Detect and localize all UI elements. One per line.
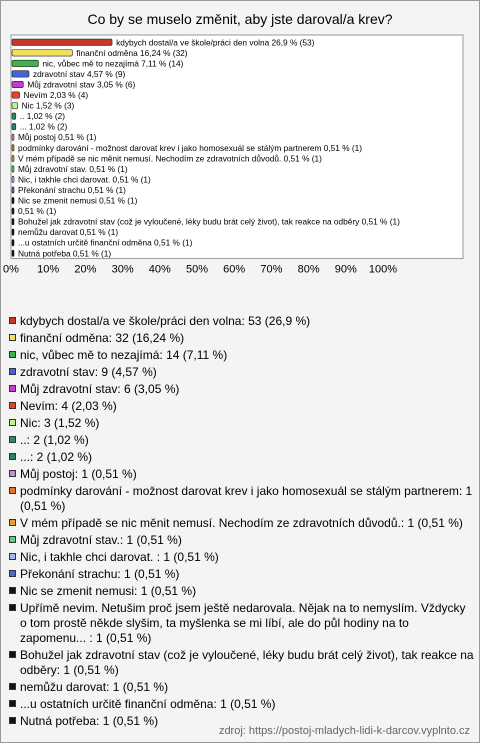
legend-item (9, 516, 475, 531)
legend-text: ..: 2 (1,02 %) (20, 433, 89, 447)
x-tick-label: 40% (148, 263, 171, 276)
bar (12, 229, 14, 235)
bar-label: finanční odměna 16,24 % (32) (76, 47, 188, 58)
bar (12, 71, 29, 77)
bar (12, 197, 14, 203)
legend-item (9, 550, 475, 565)
bar (12, 155, 14, 161)
legend-item (9, 450, 475, 465)
legend-text: ...: 2 (1,02 %) (20, 450, 93, 464)
legend-item (9, 567, 475, 582)
bar (12, 102, 18, 108)
bar-label: ... 1,02 % (2) (19, 121, 68, 132)
bar-chart (5, 31, 471, 291)
legend-swatch (9, 536, 16, 543)
legend-swatch (9, 587, 16, 594)
legend-swatch (9, 700, 16, 707)
legend-swatch (9, 487, 16, 494)
bar (12, 113, 16, 119)
bar-label: Můj zdravotní stav. 0,51 % (1) (18, 163, 128, 174)
legend-item (9, 584, 475, 599)
legend-item (9, 697, 475, 712)
bar-label: Můj postoj 0,51 % (1) (18, 132, 97, 143)
legend-item (9, 365, 475, 380)
bar (12, 218, 14, 224)
legend-swatch (9, 419, 16, 426)
legend-text: Nevím: 4 (2,03 %) (20, 399, 117, 413)
legend-swatch (9, 402, 16, 409)
legend-item (9, 433, 475, 448)
bar-label: nemůžu darovat 0,51 % (1) (18, 227, 119, 238)
bar-label: kdybych dostal/a ve škole/práci den volna 26,9 % (53) (116, 37, 315, 48)
legend-swatch (9, 385, 16, 392)
legend-swatch (9, 334, 16, 341)
legend-text: Nutná potřeba: 1 (0,51 %) (20, 714, 159, 728)
x-tick-label: 80% (297, 263, 320, 276)
bar-label: V mém případě se nic měnit nemusí. Nechodím ze zdravotních důvodů. 0,51 % (1) (18, 153, 322, 164)
bar (12, 166, 14, 172)
x-tick-label: 30% (111, 263, 134, 276)
bar (12, 50, 72, 56)
x-tick-label: 20% (74, 263, 97, 276)
legend-swatch (9, 351, 16, 358)
legend-swatch (9, 717, 16, 724)
legend-text: Nic, i takhle chci darovat. : 1 (0,51 %) (20, 550, 219, 564)
legend-item (9, 648, 475, 678)
legend-item (9, 382, 475, 397)
bar (12, 81, 23, 87)
legend-swatch (9, 519, 16, 526)
bar (12, 187, 14, 193)
legend-text: nemůžu darovat: 1 (0,51 %) (20, 680, 169, 694)
bar (12, 60, 38, 66)
x-tick-label: 60% (223, 263, 246, 276)
chart-title: Co by se muselo změnit, aby jste daroval/a krev? (87, 11, 393, 27)
legend-swatch (9, 470, 16, 477)
legend-text: finanční odměna: 32 (16,24 %) (20, 331, 185, 345)
legend-item (9, 348, 475, 363)
bar (12, 134, 14, 140)
legend-text: Nic se zmenit nemusi: 1 (0,51 %) (20, 584, 197, 598)
legend-swatch (9, 368, 16, 375)
legend-item (9, 416, 475, 431)
legend-swatch (9, 436, 16, 443)
chart-legend (9, 314, 475, 731)
legend-text: Můj postoj: 1 (0,51 %) (20, 467, 137, 481)
legend-item (9, 399, 475, 414)
legend-text: kdybych dostal/a ve škole/práci den volna: 53 (26,9 %) (20, 314, 311, 328)
x-tick-label: 70% (260, 263, 283, 276)
bar-label: nic, vůbec mě to nezajímá 7,11 % (14) (42, 58, 184, 69)
legend-text: Upřímě nevim. Netušim proč jsem ještě nedarovala. Nějak na to nemyslím. Vždycky o tom prostě někde slyšim, ta myšlenka se mi líbí, ale do půl hodiny na to zapomenu... : 1 (0,51 %) (20, 601, 466, 645)
legend-text: ...u ostatních určitě finanční odměna: 1 (0,51 %) (20, 697, 276, 711)
legend-text: V mém případě se nic měnit nemusí. Nechodím ze zdravotních důvodů.: 1 (0,51 %) (20, 516, 463, 530)
bar-label: Nic, i takhle chci darovat. 0,51 % (1) (18, 174, 151, 185)
legend-swatch (9, 604, 16, 611)
legend-item (9, 467, 475, 482)
legend-swatch (9, 570, 16, 577)
legend-swatch (9, 553, 16, 560)
x-tick-label: 0% (3, 263, 19, 276)
legend-item (9, 484, 475, 514)
bar (12, 123, 16, 129)
bar (12, 176, 14, 182)
bar-label: Nevím 2,03 % (4) (23, 90, 89, 101)
legend-swatch (9, 453, 16, 460)
x-tick-label: 90% (334, 263, 357, 276)
legend-item (9, 533, 475, 548)
legend-item (9, 331, 475, 346)
bar (12, 208, 14, 214)
legend-text: Překonání strachu: 1 (0,51 %) (20, 567, 180, 581)
bar (12, 92, 20, 98)
bar-label: zdravotní stav 4,57 % (9) (33, 68, 126, 79)
legend-text: Nic: 3 (1,52 %) (20, 416, 100, 430)
bar-label: Překonání strachu 0,51 % (1) (18, 184, 126, 195)
x-tick-label: 10% (37, 263, 60, 276)
legend-item (9, 314, 475, 329)
bar-label: .. 1,02 % (2) (19, 111, 65, 122)
bar-label: Nutná potřeba 0,51 % (1) (18, 248, 112, 259)
bar-label: 0,51 % (1) (18, 206, 57, 217)
bar (12, 240, 14, 246)
legend-text: podmínky darování - možnost darovat krev i jako homosexuál se stálým partnerem: 1 (0,51 %) (20, 484, 473, 513)
legend-text: Můj zdravotní stav.: 1 (0,51 %) (20, 533, 182, 547)
legend-swatch (9, 651, 16, 658)
bar-label: podmínky darování - možnost darovat krev i jako homosexuál se stálým partnerem 0,51 % (1) (18, 142, 363, 153)
bar-label: ...u ostatních určitě finanční odměna 0,51 % (1) (18, 237, 193, 248)
bar-label: Můj zdravotní stav 3,05 % (6) (27, 79, 136, 90)
source-note: zdroj: https://postoj-mladych-lidi-k-darcov.vyplnto.cz (218, 725, 470, 737)
bar (12, 39, 112, 45)
bar-label: Bohužel jak zdravotní stav (což je vyloučené, léky budu brát celý život), tak reakce na odběry 0,51 % (1) (18, 216, 400, 227)
bar (12, 250, 14, 256)
legend-swatch (9, 683, 16, 690)
legend-item (9, 601, 475, 646)
legend-text: nic, vůbec mě to nezajímá: 14 (7,11 %) (20, 348, 228, 362)
legend-text: Můj zdravotní stav: 6 (3,05 %) (20, 382, 180, 396)
x-tick-label: 50% (185, 263, 209, 276)
x-tick-label: 100% (368, 263, 398, 276)
legend-text: Bohužel jak zdravotní stav (což je vyloučené, léky budu brát celý život), tak reakce na odběry: 1 (0,51 %) (20, 648, 474, 677)
bar (12, 145, 14, 151)
legend-item (9, 680, 475, 695)
legend-text: zdravotní stav: 9 (4,57 %) (20, 365, 157, 379)
bar-label: Nic se zmenit nemusi 0,51 % (1) (18, 195, 138, 206)
bar-label: Nic 1,52 % (3) (21, 100, 75, 111)
legend-swatch (9, 317, 16, 324)
